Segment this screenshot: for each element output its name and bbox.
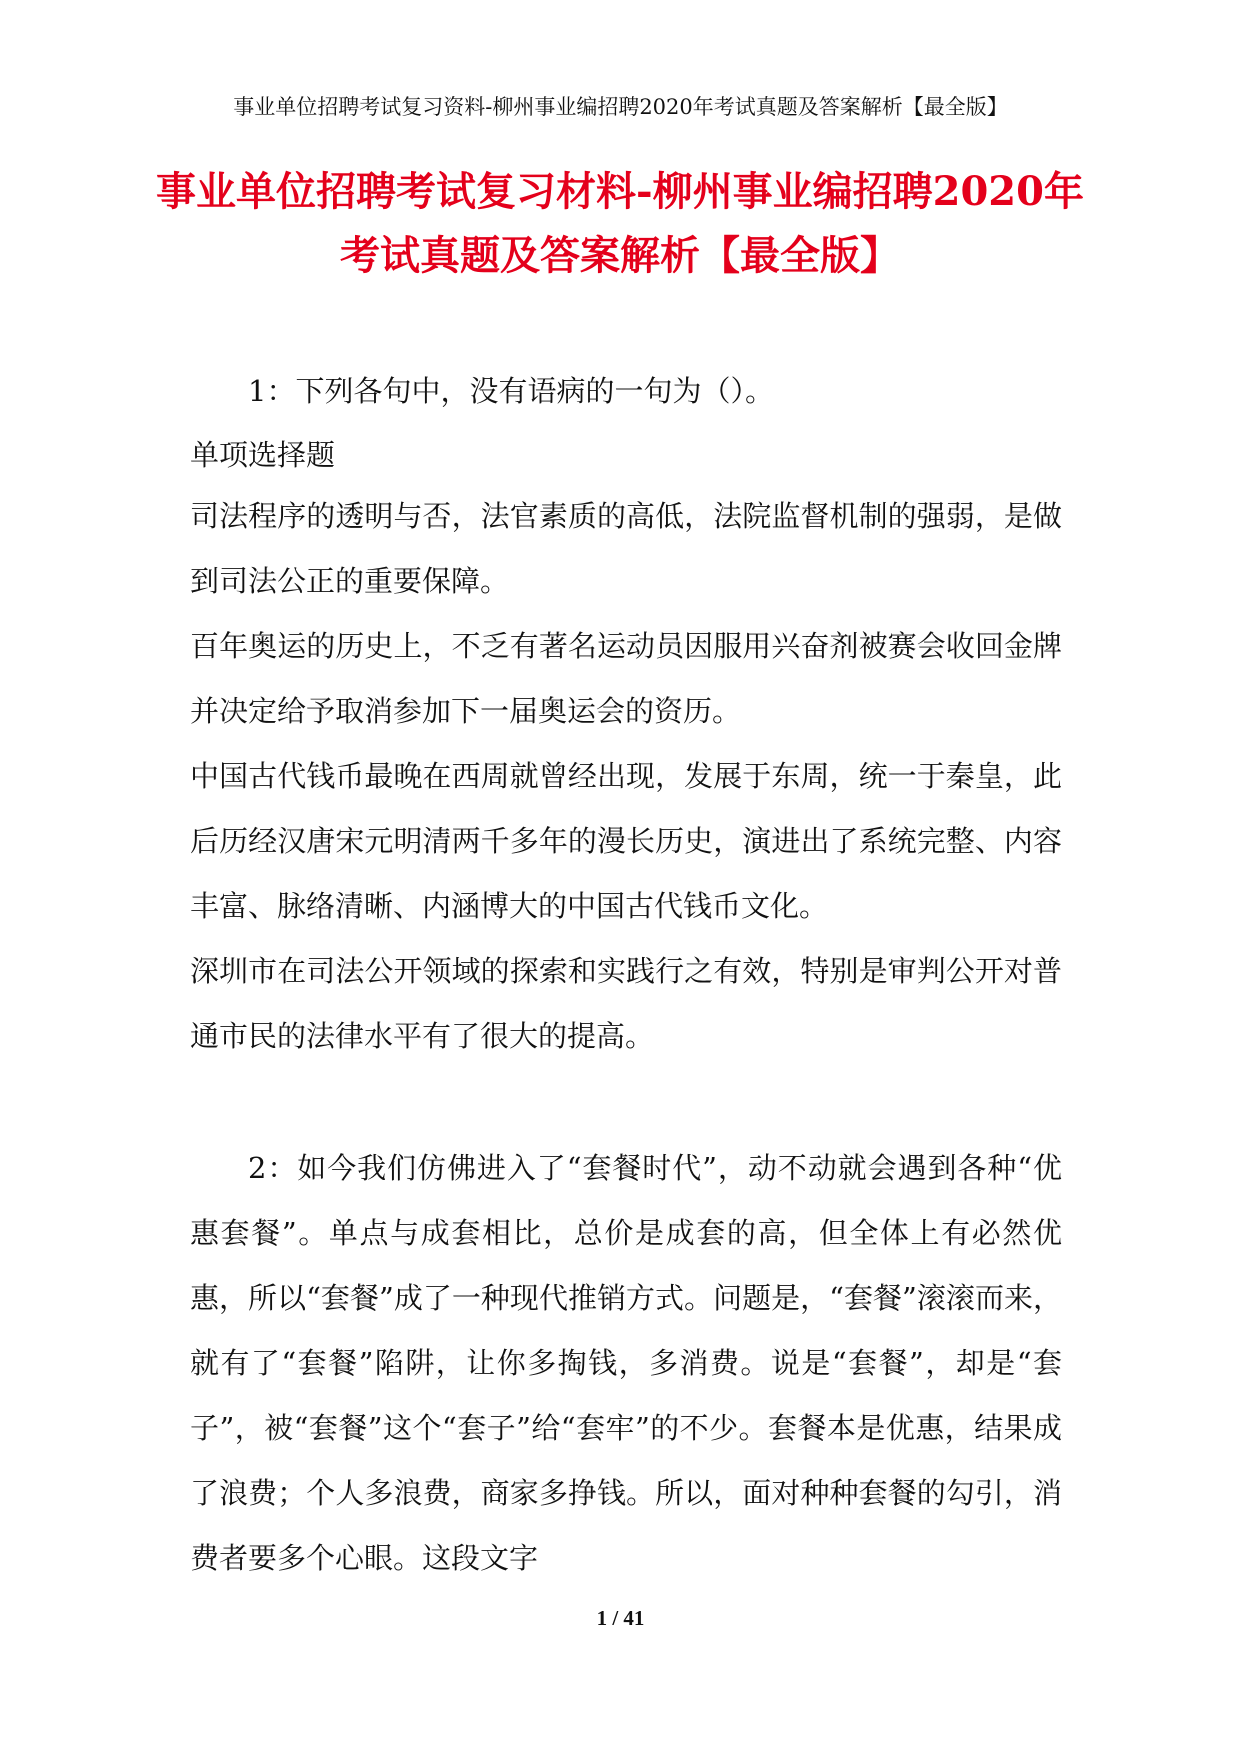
question-1 [190,362,1062,1069]
title-line-1: 事业单位招聘考试复习材料-柳州事业编招聘2020年 [156,168,1084,215]
option-item: 百年奥运的历史上，不乏有著名运动员因服用兴奋剂被赛会收回金牌并决定给予取消参加下一届奥运会的资历。 [190,629,1062,728]
running-header: 事业单位招聘考试复习资料-柳州事业编招聘2020年考试真题及答案解析【最全版】 [233,95,1008,119]
document-title [150,160,1090,288]
question-2 [190,1136,1062,1591]
question-stem: 1：下列各句中，没有语病的一句为（）。 [248,374,774,408]
title-line-2: 考试真题及答案解析【最全版】 [340,232,900,279]
option-item: 深圳市在司法公开领域的探索和实践行之有效，特别是审判公开对普通市民的法律水平有了很大的提高。 [190,954,1062,1053]
question-type-label: 单项选择题 [190,438,336,472]
page-indicator: 1 / 41 [596,1606,645,1630]
option-item: 司法程序的透明与否，法官素质的高低，法院监督机制的强弱，是做到司法公正的重要保障。 [190,499,1062,598]
option-item: 中国古代钱币最晚在西周就曾经出现，发展于东周，统一于秦皇，此后历经汉唐宋元明清两千多年的漫长历史，演进出了系统完整、内容丰富、脉络清晰、内涵博大的中国古代钱币文化。 [190,759,1062,923]
options-list [190,484,1062,1069]
question-stem: 2：如今我们仿佛进入了“套餐时代”，动不动就会遇到各种“优惠套餐”。单点与成套相比，总价是成套的高，但全体上有必然优惠，所以“套餐”成了一种现代推销方式。问题是，“套餐”滚滚而来，就有了“套餐”陷阱，让你多掏钱，多消费。说是“套餐”，却是“套子”，被“套餐”这个“套子”给“套牢”的不少。套餐本是优惠，结果成了浪费；个人多浪费，商家多挣钱。所以，面对种种套餐的勾引，消费者要多个心眼。这段文字 [190,1151,1062,1575]
